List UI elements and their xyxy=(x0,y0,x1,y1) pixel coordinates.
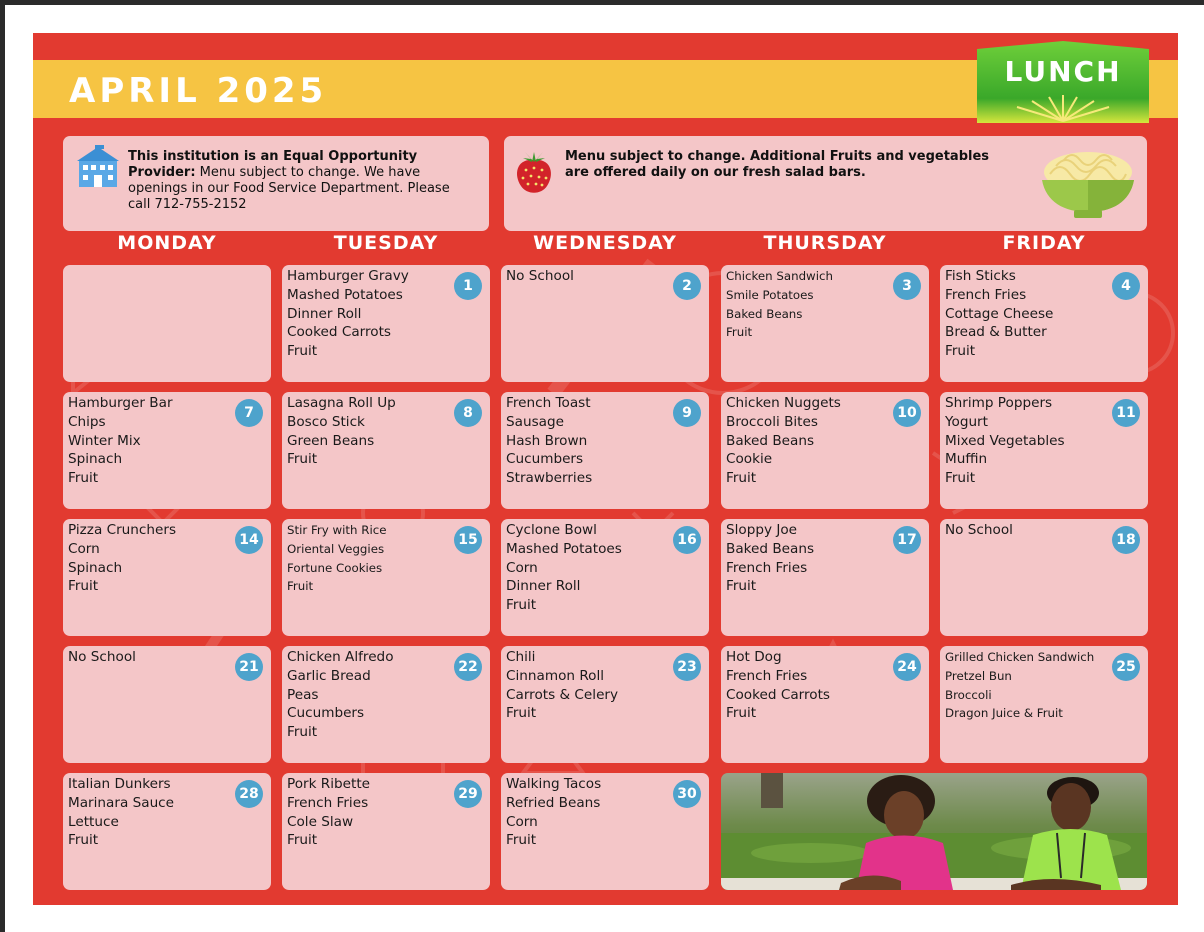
menu-item: Corn xyxy=(68,540,100,557)
menu-item: Oriental Veggies xyxy=(287,541,385,556)
menu-item: Cyclone Bowl xyxy=(506,522,597,538)
day-number-badge: 22 xyxy=(454,653,482,681)
page-title: APRIL 2025 xyxy=(69,71,328,111)
day-cell-3 xyxy=(721,265,929,382)
day-number-badge: 28 xyxy=(235,780,263,808)
equal-opportunity-notice xyxy=(128,149,458,213)
day-cell-4 xyxy=(940,265,1148,382)
menu-item: Spinach xyxy=(68,559,123,576)
day-number-badge: 8 xyxy=(454,399,482,427)
day-cell-30 xyxy=(501,773,709,890)
menu-item: No School xyxy=(506,268,574,284)
menu-item: Peas xyxy=(287,686,319,703)
menu-item: Broccoli Bites xyxy=(726,413,818,430)
day-number-badge: 2 xyxy=(673,272,701,300)
menu-item: Pretzel Bun xyxy=(945,668,1012,683)
menu-item: Walking Tacos xyxy=(506,776,602,792)
menu-item: Dinner Roll xyxy=(506,578,581,595)
day-cell-17 xyxy=(721,519,929,636)
menu-item: Fruit xyxy=(726,470,757,487)
menu-item: Fruit xyxy=(68,832,99,849)
day-number-badge: 7 xyxy=(235,399,263,427)
menu-item: Broccoli xyxy=(945,687,992,702)
menu-item: Shrimp Poppers xyxy=(945,395,1053,411)
menu-item: Italian Dunkers xyxy=(68,776,171,792)
menu-item: Fruit xyxy=(287,724,318,741)
day-cell-9 xyxy=(501,392,709,509)
fruits-notice: Menu subject to change. Additional Fruits and vegetables are offered daily on our fresh salad bars. xyxy=(565,149,990,180)
menu-item: Grilled Chicken Sandwich xyxy=(945,650,1095,664)
menu-item: Carrots & Celery xyxy=(506,686,619,703)
menu-item: Pork Ribette xyxy=(287,776,371,792)
day-cell-18 xyxy=(940,519,1148,636)
weekday-thursday: THURSDAY xyxy=(763,232,887,254)
day-cell-7 xyxy=(63,392,271,509)
day-cell-29 xyxy=(282,773,490,890)
day-number-badge: 3 xyxy=(893,272,921,300)
menu-item: No School xyxy=(68,649,136,665)
menu-item: Fruit xyxy=(726,325,753,340)
menu-item: Muffin xyxy=(945,451,988,468)
menu-item: Cinnamon Roll xyxy=(506,667,605,684)
menu-item: Mixed Vegetables xyxy=(945,432,1065,449)
menu-poster xyxy=(33,33,1178,905)
menu-item: Fish Sticks xyxy=(945,268,1016,284)
strawberry-icon xyxy=(511,146,557,198)
day-number-badge: 4 xyxy=(1112,272,1140,300)
menu-item: Fruit xyxy=(945,470,976,487)
menu-item: Fruit xyxy=(726,578,757,595)
school-building-icon xyxy=(75,145,121,189)
menu-item: Cucumbers xyxy=(287,705,365,722)
menu-item: Green Beans xyxy=(287,432,375,449)
day-number-badge: 16 xyxy=(673,526,701,554)
day-cell-25 xyxy=(940,646,1148,763)
menu-item: Baked Beans xyxy=(726,306,803,321)
menu-item: Fruit xyxy=(506,705,537,722)
menu-item: Strawberries xyxy=(506,470,593,487)
kids-eating-photo xyxy=(721,773,1147,890)
day-cell-16 xyxy=(501,519,709,636)
menu-item: Yogurt xyxy=(945,413,988,430)
day-cell-blank-monday xyxy=(63,265,271,382)
day-cell-21 xyxy=(63,646,271,763)
day-cell-10 xyxy=(721,392,929,509)
menu-item: Fruit xyxy=(945,343,976,360)
day-number-badge: 23 xyxy=(673,653,701,681)
menu-item: Cole Slaw xyxy=(287,813,354,830)
day-cell-28 xyxy=(63,773,271,890)
menu-item: French Fries xyxy=(287,794,369,811)
day-number-badge: 18 xyxy=(1112,526,1140,554)
day-number-badge: 11 xyxy=(1112,399,1140,427)
menu-item: Mashed Potatoes xyxy=(506,540,622,557)
menu-item: Fruit xyxy=(287,343,318,360)
menu-item: Marinara Sauce xyxy=(68,794,175,811)
day-cell-15 xyxy=(282,519,490,636)
menu-item: Fruit xyxy=(506,832,537,849)
menu-item: Corn xyxy=(506,559,538,576)
menu-item: French Fries xyxy=(945,286,1027,303)
menu-item: Sloppy Joe xyxy=(726,522,798,538)
menu-item: Winter Mix xyxy=(68,432,141,449)
menu-item: Dinner Roll xyxy=(287,305,362,322)
day-cell-24 xyxy=(721,646,929,763)
menu-item: Fruit xyxy=(68,470,99,487)
menu-item: Mashed Potatoes xyxy=(287,286,403,303)
menu-item: Fruit xyxy=(726,705,757,722)
equal-opportunity-body: Menu subject to change. We have openings in our Food Service Department. Please call 712-755-2152 xyxy=(128,165,450,212)
menu-item: Corn xyxy=(506,813,538,830)
menu-item: Chili xyxy=(506,649,536,665)
menu-item: Spinach xyxy=(68,451,123,468)
menu-item: Bosco Stick xyxy=(287,413,365,430)
menu-item: Cookie xyxy=(726,451,773,468)
day-number-badge: 24 xyxy=(893,653,921,681)
day-cell-2 xyxy=(501,265,709,382)
weekday-friday: FRIDAY xyxy=(1002,232,1086,254)
menu-item: Hamburger Bar xyxy=(68,395,173,411)
menu-item: Hamburger Gravy xyxy=(287,268,409,284)
menu-item: Baked Beans xyxy=(726,432,815,449)
day-cell-23 xyxy=(501,646,709,763)
menu-item: Hot Dog xyxy=(726,649,782,665)
menu-item: Dragon Juice & Fruit xyxy=(945,706,1063,721)
menu-item: Lettuce xyxy=(68,813,119,830)
day-cell-14 xyxy=(63,519,271,636)
day-number-badge: 21 xyxy=(235,653,263,681)
menu-item: Lasagna Roll Up xyxy=(287,395,396,411)
menu-item: Sausage xyxy=(506,413,564,430)
day-number-badge: 1 xyxy=(454,272,482,300)
pasta-bowl-icon xyxy=(1038,144,1138,220)
page xyxy=(5,5,1204,932)
menu-item: Fruit xyxy=(287,832,318,849)
menu-item: Hash Brown xyxy=(506,432,588,449)
menu-item: French Fries xyxy=(726,667,808,684)
menu-item: Stir Fry with Rice xyxy=(287,523,387,537)
day-number-badge: 17 xyxy=(893,526,921,554)
day-number-badge: 30 xyxy=(673,780,701,808)
menu-item: Fruit xyxy=(287,451,318,468)
menu-item: Fruit xyxy=(287,579,314,594)
menu-item: French Toast xyxy=(506,395,591,411)
weekday-tuesday: TUESDAY xyxy=(333,232,439,254)
day-number-badge: 14 xyxy=(235,526,263,554)
day-cell-8 xyxy=(282,392,490,509)
menu-item: French Fries xyxy=(726,559,808,576)
day-number-badge: 9 xyxy=(673,399,701,427)
menu-item: Fortune Cookies xyxy=(287,560,383,575)
weekday-monday: MONDAY xyxy=(117,232,217,254)
day-cell-22 xyxy=(282,646,490,763)
menu-item: Chips xyxy=(68,413,106,430)
menu-item: No School xyxy=(945,522,1013,538)
menu-item: Refried Beans xyxy=(506,794,601,811)
menu-item: Cucumbers xyxy=(506,451,584,468)
menu-item: Chicken Alfredo xyxy=(287,649,394,665)
day-number-badge: 29 xyxy=(454,780,482,808)
menu-item: Chicken Sandwich xyxy=(726,269,833,283)
day-cell-1 xyxy=(282,265,490,382)
menu-item: Pizza Crunchers xyxy=(68,522,177,538)
menu-item: Fruit xyxy=(68,578,99,595)
menu-item: Cottage Cheese xyxy=(945,305,1054,322)
day-cell-11 xyxy=(940,392,1148,509)
menu-item: Fruit xyxy=(506,597,537,614)
menu-item: Cooked Carrots xyxy=(726,686,831,703)
day-number-badge: 25 xyxy=(1112,653,1140,681)
day-number-badge: 15 xyxy=(454,526,482,554)
menu-item: Smile Potatoes xyxy=(726,287,814,302)
weekday-wednesday: WEDNESDAY xyxy=(533,232,677,254)
menu-item: Chicken Nuggets xyxy=(726,395,841,411)
menu-item: Baked Beans xyxy=(726,540,815,557)
equal-opportunity-heading: This institution is an Equal Opportunity Provider: xyxy=(128,149,418,180)
lunch-label: LUNCH xyxy=(1004,55,1122,88)
menu-item: Cooked Carrots xyxy=(287,324,392,341)
menu-item: Garlic Bread xyxy=(287,667,371,684)
menu-item: Bread & Butter xyxy=(945,324,1047,341)
day-number-badge: 10 xyxy=(893,399,921,427)
